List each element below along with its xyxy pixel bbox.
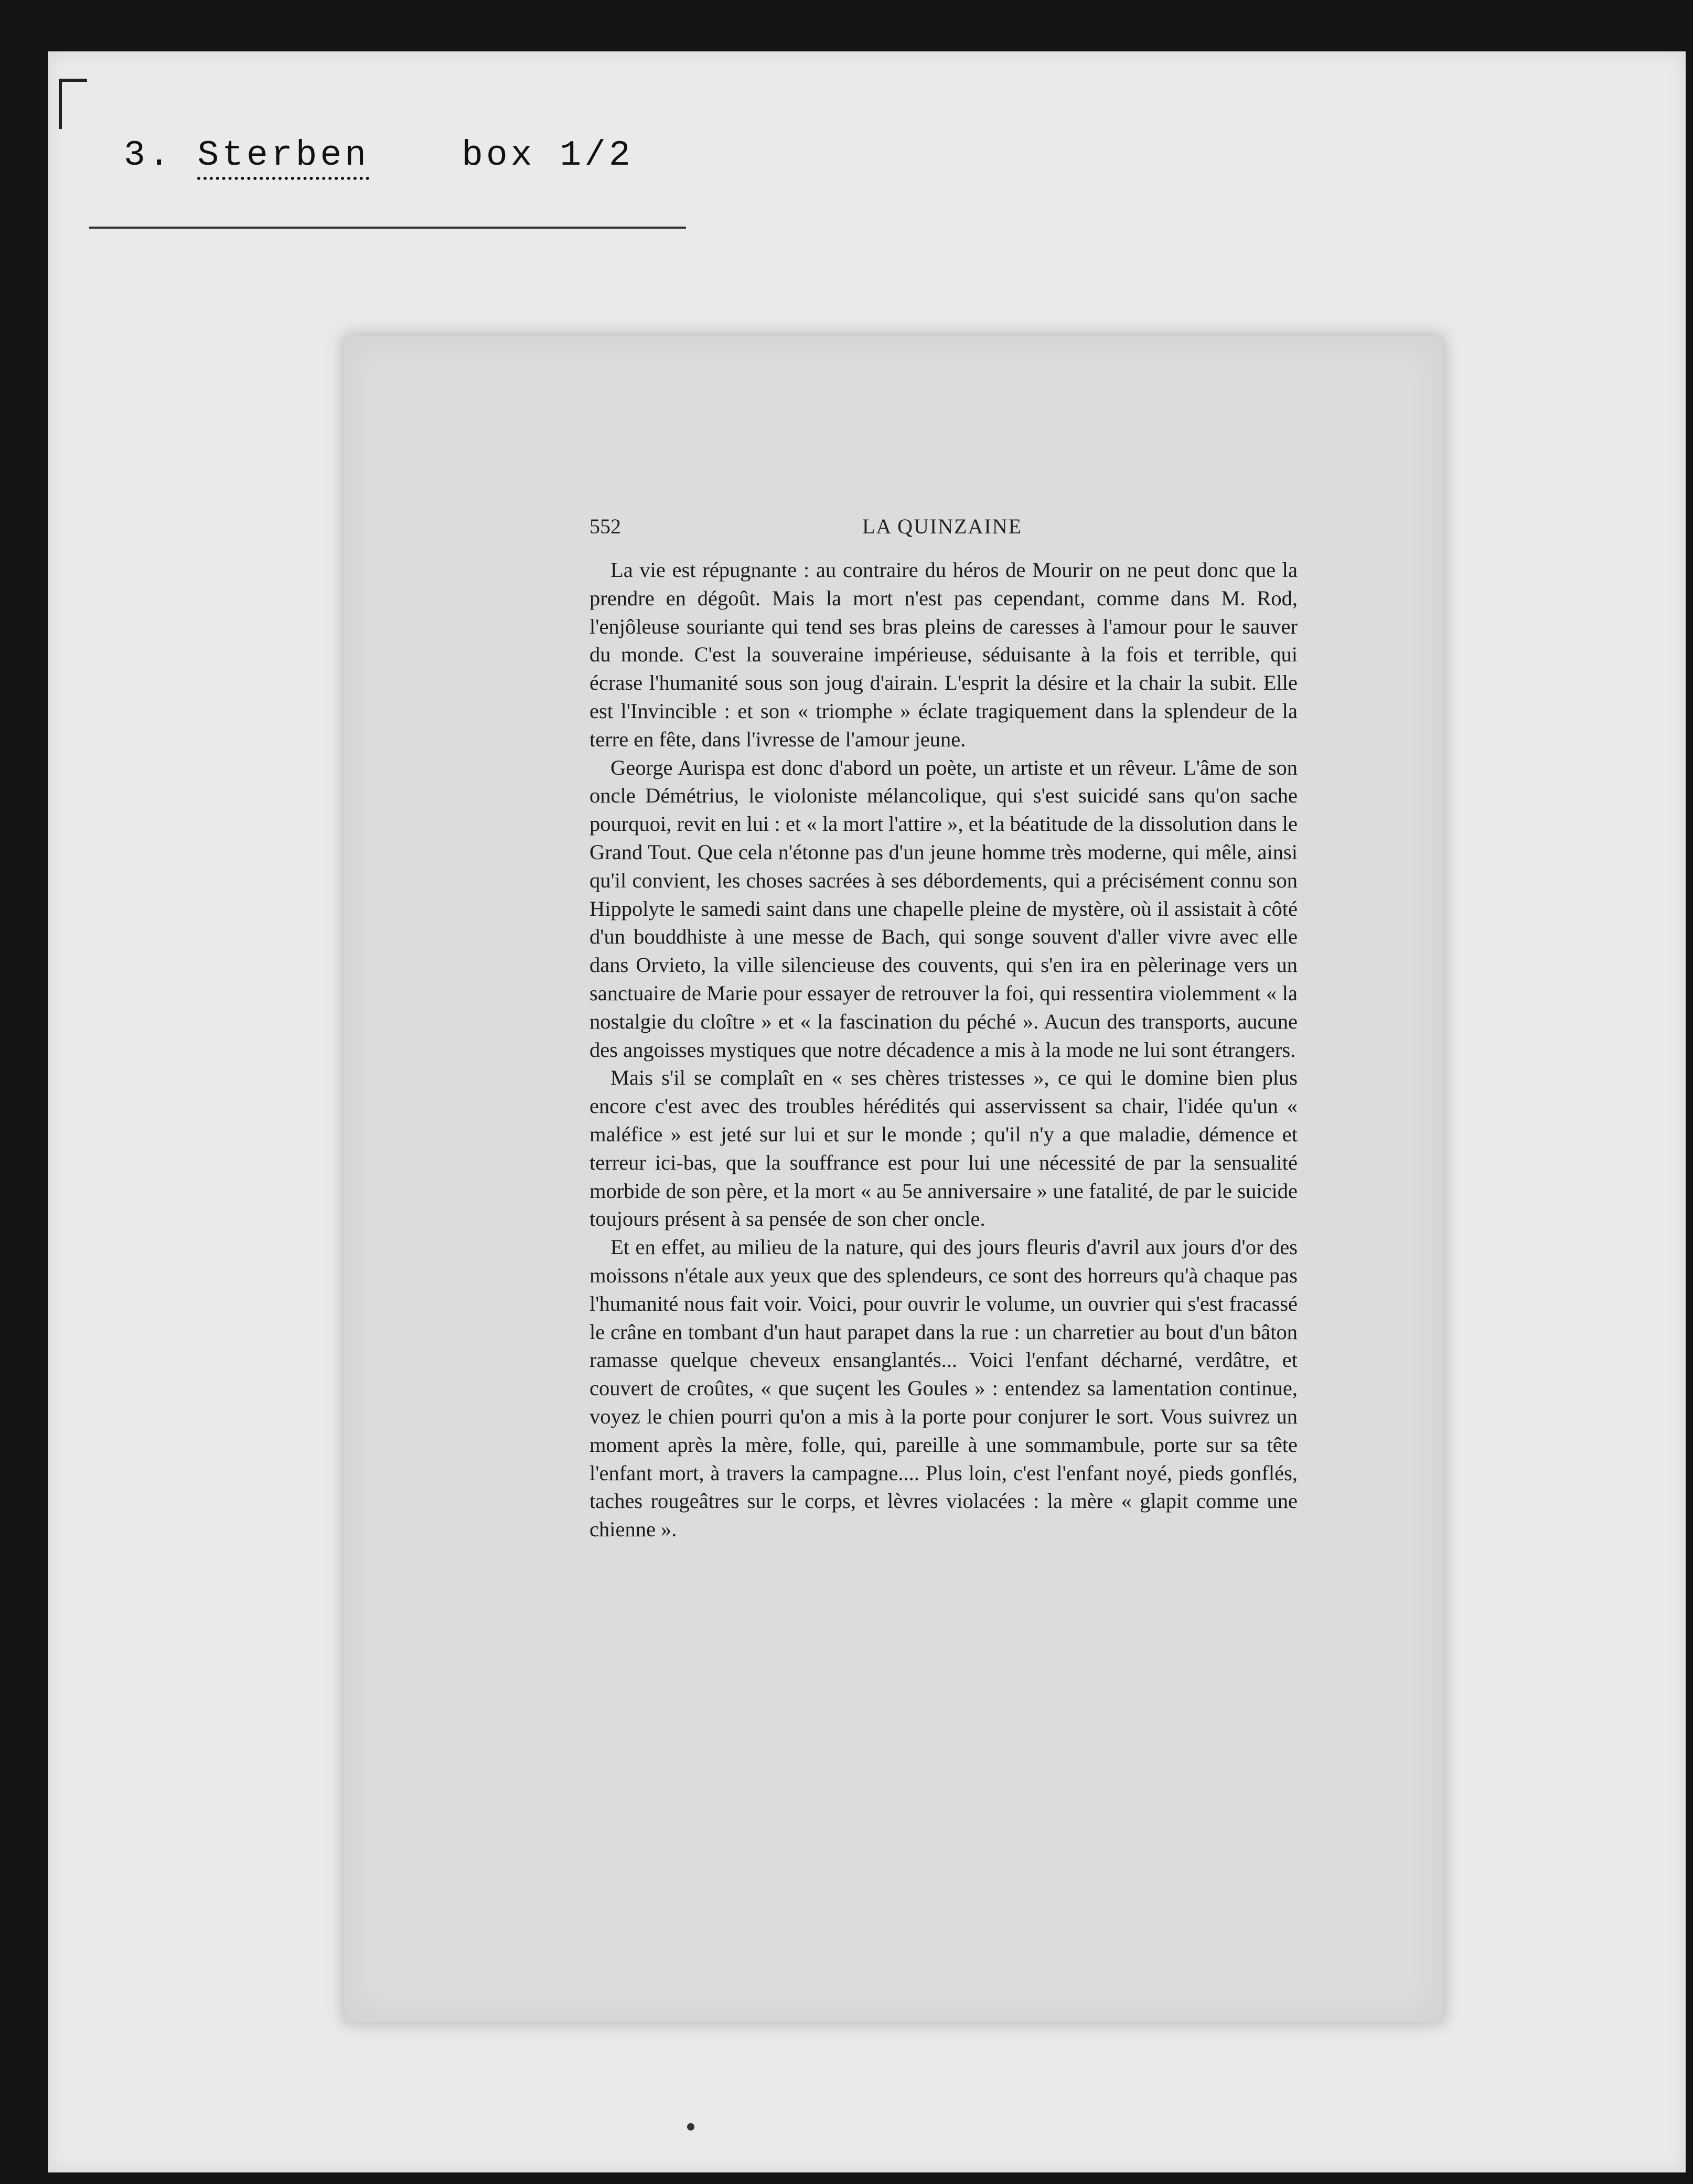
- paragraph: Mais s'il se complaît en « ses chères tristesses », ce qui le domine bien plus encore c'est avec des troubles hérédités qui asservissent sa chair, l'idée qu'un « maléfice » est jeté sur lui et sur le monde ; qu'il n'y a que maladie, démence et terreur ici-bas, que la souffrance est pour lui une nécessité de par la sensualité morbide de son père, et la mort « au 5e anniversaire » une fatalité, de par le suicide toujours présent à sa pensée de son cher oncle.: [590, 1066, 1298, 1231]
- photocopied-page: [344, 336, 1443, 2022]
- page-number: 552: [590, 515, 621, 538]
- file-label: [124, 135, 634, 176]
- paragraph: George Aurispa est donc d'abord un poète, un artiste et un rêveur. L'âme de son oncle Démétrius, le violoniste mélancolique, qui s'est suicidé sans qu'on sache pourquoi, revit en lui : et « la mort l'attire », et la béatitude de la dissolution dans le Grand Tout. Que cela n'étonne pas d'un jeune homme très moderne, qui mêle, ainsi qu'il convient, les choses sacrées à ses débordements, qui a précisément connu son Hippolyte le samedi saint dans une chapelle pleine de mystère, où il assistait à côté d'un bouddhiste à une messe de Bach, qui songe souvent d'aller vivre avec elle dans Orvieto, la ville silencieuse des couvents, qui s'en ira en pèlerinage vers un sanctuaire de Marie pour essayer de retrouver la foi, qui ressentira violemment « la nostalgie du cloître » et « la fascination du péché ». Aucun des transports, aucune des angoisses mystiques que notre décadence a mis à la mode ne lui sont étrangers.: [590, 755, 1298, 1062]
- paragraph: La vie est répugnante : au contraire du héros de Mourir on ne peut donc que la prendre en dégoût. Mais la mort n'est pas cependant, comme dans M. Rod, l'enjôleuse souriante qui tend ses bras pleins de caresses à l'amour pour le sauver du monde. C'est la souveraine impérieuse, séduisante à la fois et terrible, qui écrase l'humanité sous son joug d'airain. L'esprit la désire et la chair la subit. Elle est l'Invincible : et son « triomphe » éclate tragiquement dans la splendeur de la terre en fête, dans l'ivresse de l'amour jeune.: [590, 558, 1298, 751]
- film-dot-mark: [687, 2123, 694, 2131]
- corner-crop-mark: [59, 79, 87, 129]
- header-rule: [89, 227, 686, 229]
- file-number: 3.: [124, 135, 173, 176]
- paragraph: Et en effet, au milieu de la nature, qui des jours fleuris d'avril aux jours d'or des moissons n'étale aux yeux que des splendeurs, ce sont des horreurs qu'à chaque pas l'humanité nous fait voir. Voici, pour ouvrir le volume, un ouvrier qui s'est fracassé le crâne en tombant d'un haut parapet dans la rue : un charretier au bout d'un bâton ramasse quelque cheveux ensanglantés... Voici l'enfant décharné, verdâtre, et couvert de croûtes, « que suçent les Goules » : entendez sa lamentation continue, voyez le chien pourri qu'on a mis à la porte pour conjurer le sort. Vous suivrez un moment après la mère, folle, qui, pareille à une sommambule, porte sur sa tête l'enfant mort, à travers la campagne.... Plus loin, c'est l'enfant noyé, pieds gonflés, taches rougeâtres sur le corps, et lèvres violacées : la mère « glapit comme une chienne ».: [590, 1235, 1298, 1541]
- journal-title: LA QUINZAINE: [862, 515, 1023, 538]
- body-text: [590, 556, 1298, 1544]
- file-title: Sterben: [197, 135, 369, 180]
- box-label: box 1/2: [462, 135, 634, 176]
